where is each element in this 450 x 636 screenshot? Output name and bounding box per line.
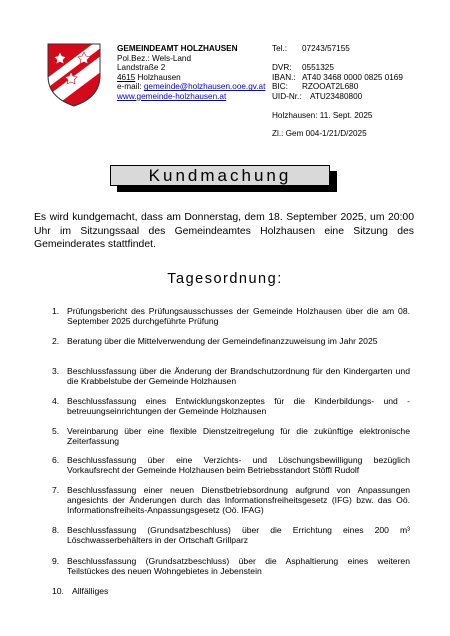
agenda-item-number: 7. (52, 485, 60, 495)
uid-row (272, 92, 442, 102)
agenda-item-number: 2. (52, 336, 60, 346)
agenda-item-text: Beschlussfassung über die Änderung der Brandschutzordnung für den Kindergarten und die Krabbelstube der Gemeinde Holzhausen (67, 366, 410, 387)
website-line (117, 92, 267, 102)
agenda-item-text: Allfälliges (72, 586, 109, 596)
coat-of-arms-icon (46, 42, 102, 108)
dvr-row (272, 63, 442, 73)
contact-bank-block (272, 44, 442, 102)
town: Holzhausen (135, 72, 181, 82)
office-name: GEMEINDEAMT HOLZHAUSEN (117, 44, 238, 53)
agenda-item-text: Beratung über die Mittelverwendung der Gemeindefinanzzuweisung im Jahr 2025 (67, 336, 378, 346)
agenda-item-number: 5. (52, 426, 60, 436)
document-title: Kundmachung (110, 165, 330, 186)
agenda-item-text: Beschlussfassung eines Entwicklungskonzeptes für die Kinderbildungs- und -betreuungseinrichtungen der Gemeinde Holzhausen (67, 396, 410, 417)
uid-label: UID-Nr.: (272, 91, 302, 101)
agenda-item-number: 4. (52, 396, 60, 406)
announcement-text: Es wird kundgemacht, dass am Donnerstag, dem 18. September 2025, um 20:00 Uhr im Sitzungssaal des Gemeindeamtes Holzhausen eine Sitzung des Gemeinderates stattfindet. (34, 212, 414, 250)
agenda-item-text: Beschlussfassung (Grundsatzbeschluss) über die Asphaltierung eines weiteren Teilstückes des neuen Wohngebietes in Jebenstein (67, 556, 410, 577)
postal-line (117, 73, 267, 83)
email-line (117, 82, 267, 92)
agenda-title: Tagesordnung: (167, 271, 283, 287)
agenda-item-text: Beschlussfassung einer neuen Dienstbetriebsordnung aufgrund von Anpassungen angesichts der Änderungen durch das Informationsfreiheitsgesetz (IFG) bzw. das Oö. Informationsfreiheits-Anpassungsgesetz (Oö. IFAG) (67, 485, 410, 516)
agenda-item-text: Beschlussfassung (Grundsatzbeschluss) über die Errichtung eines 200 m³ Löschwasserbehälters in der Ortschaft Grillparz (67, 525, 410, 546)
tel-row (272, 44, 442, 54)
agenda-item-number: 3. (52, 366, 60, 376)
district: Pol.Bez.: Wels-Land (117, 53, 192, 63)
street: Landstraße 2 (117, 63, 166, 73)
bic-value: RZOOAT2L680 (302, 82, 359, 92)
agenda-item-number: 6. (52, 455, 60, 465)
agenda-item-text: Beschlussfassung über eine Verzichts- und Löschungsbewilligung bezüglich Vorkaufsrecht der Gemeinde Holzhausen beim Betriebsstandort Stöffl Rudolf (67, 455, 410, 476)
tel-label: Tel.: (272, 44, 288, 53)
uid-value: ATU23480800 (310, 91, 363, 101)
tel-value: 07243/57155 (302, 44, 350, 53)
document-date: Holzhausen: 11. Sept. 2025 (272, 111, 373, 120)
postal-code: 4615 (117, 72, 136, 82)
email-link[interactable]: gemeinde@holzhausen.ooe.gv.at (143, 82, 266, 92)
agenda-item-text: Vereinbarung über eine flexible Dienstzeitregelung für die zukünftige elektronische Zeiterfassung (67, 426, 410, 447)
spacer (272, 54, 442, 64)
website-link[interactable]: www.gemeinde-holzhausen.at (117, 91, 227, 101)
bic-row (272, 82, 442, 92)
email-label: e-mail: (117, 82, 144, 92)
agenda-item-number: 8. (52, 525, 60, 535)
reference-number: Zl.: Gem 004-1/21/D/2025 (272, 129, 367, 138)
office-address-block (117, 44, 267, 102)
iban-label: IBAN.: (272, 72, 296, 82)
iban-row (272, 73, 442, 83)
agenda-item-text: Prüfungsbericht des Prüfungsausschusses der Gemeinde Holzhausen über die am 08. September 2025 durchgeführte Prüfung (67, 306, 410, 327)
agenda-item-number: 1. (52, 306, 60, 316)
agenda-item-number: 9. (52, 556, 60, 566)
bic-label: BIC: (272, 82, 288, 92)
iban-value: AT40 3468 0000 0825 0169 (302, 72, 403, 82)
dvr-label: DVR: (272, 63, 292, 73)
agenda-item-number: 10. (52, 586, 64, 596)
dvr-value: 0551325 (302, 63, 334, 73)
